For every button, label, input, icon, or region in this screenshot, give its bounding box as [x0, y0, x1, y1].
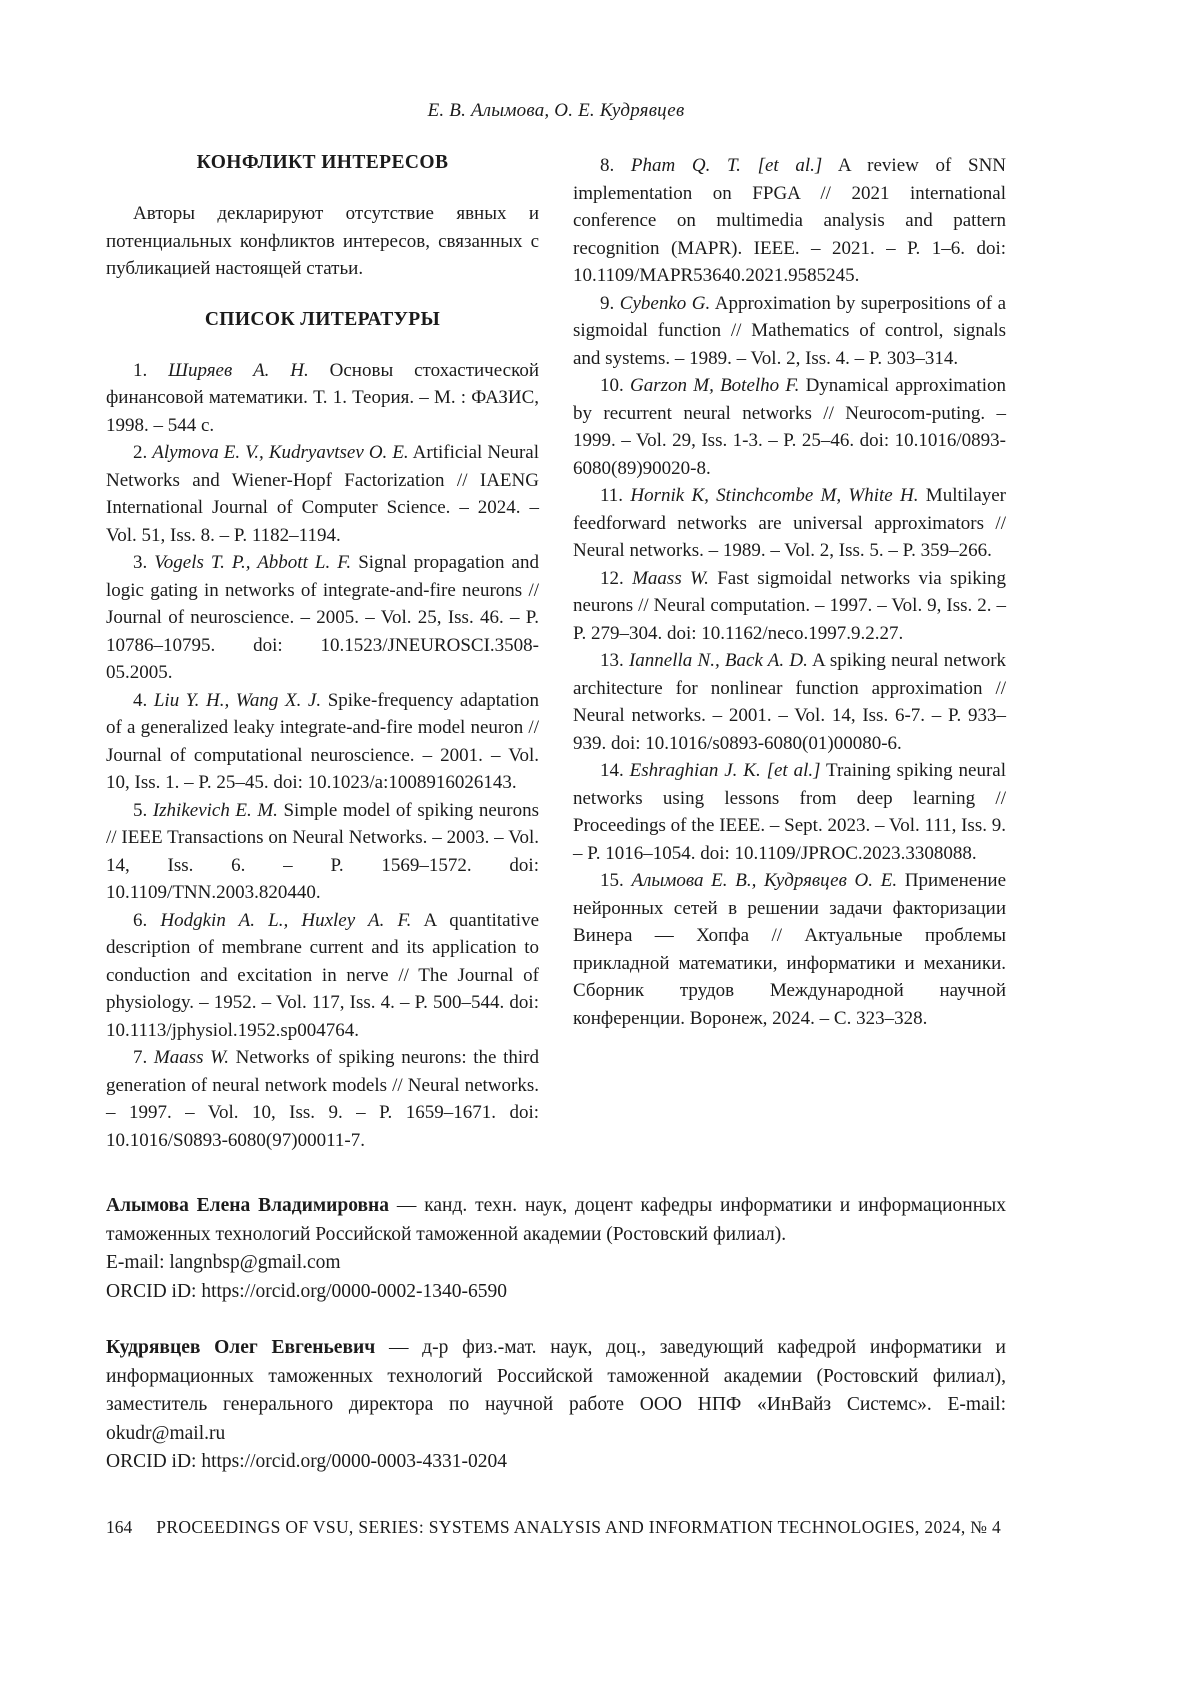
reference-authors: Maass W. — [632, 567, 709, 589]
reference-text: A review of SNN implementation on FPGA // 2021 international conference on multimedia analysis and pattern recognition (MAPR). IEEE. – 2021. – P. 1–6. doi: 10.1109/MAPR53640.2021.9585245. — [573, 155, 1007, 286]
reference-authors: Hornik K, Stinchcombe M, White H. — [630, 485, 919, 506]
footer — [106, 1517, 1006, 1538]
reference-text: Networks of spiking neurons: the third generation of neural network models // Neural networks. – 1997. – Vol. 10, Iss. 9. – P. 1659–1671. doi: 10.1016/S0893-6080(97)00011-7. — [106, 1047, 540, 1151]
reference-authors: Cybenko G. — [619, 292, 711, 314]
reference-authors: Ширяев А. Н. — [168, 359, 309, 381]
reference-text: Spike-frequency adaptation of a generalized leaky integrate-and-fire model neuron // Journal of computational neuroscience. – 2001. – Vol. 10, Iss. 1. – P. 25–45. doi: 10.1023/a:1008916026143. — [106, 689, 539, 793]
reference-text: Multilayer feedforward networks are universal approximators // Neural networks. – 1989. – Vol. 2, Iss. 5. – P. 359–266. — [573, 485, 1007, 561]
reference-text: Dynamical approximation by recurrent neural networks // Neurocom-puting. – 1999. – Vol. 29, Iss. 1-3. – P. 25–46. doi: 10.1016/0893-6080(89)90020-8. — [573, 375, 1007, 479]
reference-item — [106, 907, 539, 1045]
author-name: Кудрявцев Олег Евгеньевич — [106, 1337, 376, 1358]
reference-item — [106, 797, 539, 907]
page-header: Е. В. Алымова, О. Е. Кудрявцев — [427, 100, 685, 121]
reference-number: 8. — [600, 155, 631, 176]
reference-authors: Maass W. — [153, 1047, 229, 1068]
author-info-block — [106, 1192, 1006, 1306]
reference-text: Simple model of spiking neurons // IEEE Transactions on Neural Networks. – 2003. – Vol. 14, Iss. 6. – P. 1569–1572. doi: 10.1109/TNN.2003.820440. — [106, 799, 539, 903]
reference-number: 11. — [600, 485, 631, 506]
authors-info-section — [106, 1192, 1006, 1477]
two-column-layout — [106, 152, 1006, 1154]
reference-text: Training spiking neural networks using lessons from deep learning // Proceedings of the IEEE. – Sept. 2023. – Vol. 111, Iss. 9. – P. 1016–1054. doi: 10.1109/JPROC.2023.3308088. — [573, 760, 1006, 864]
reference-text: Artificial Neural Networks and Wiener-Hopf Factorization // IAENG International Journal of Computer Science. – 2024. – Vol. 51, Iss. 8. – P. 1182–1194. — [106, 442, 540, 546]
reference-number: 6. — [133, 909, 161, 931]
reference-number: 7. — [133, 1047, 154, 1068]
reference-text: Fast sigmoidal networks via spiking neurons // Neural computation. – 1997. – Vol. 9, Iss. 2. – P. 279–304. doi: 10.1162/neco.1997.9.2.27. — [573, 567, 1007, 644]
reference-authors: Izhikevich E. M. — [152, 799, 278, 821]
reference-authors: Vogels T. P., Abbott L. F. — [154, 552, 352, 573]
left-column — [106, 152, 539, 1154]
reference-text: A spiking neural network architecture for nonlinear function approximation // Neural networks. – 2001. – Vol. 14, Iss. 6-7. – P. 933–939. doi: 10.1016/s0893-6080(01)00080-6. — [573, 650, 1007, 754]
section-title-references: СПИСОК ЛИТЕРАТУРЫ — [204, 308, 441, 330]
author-details: — канд. техн. наук, доцент кафедры информатики и информационных таможенных технологий Российской таможенной академии (Ростовский филиал). — [106, 1195, 1006, 1245]
reference-text: Approximation by superpositions of a sigmoidal function // Mathematics of control, signals and systems. – 1989. – Vol. 2, Iss. 4. – P. 303–314. — [573, 292, 1006, 369]
reference-number: 9. — [600, 292, 620, 314]
reference-authors: Eshraghian J. K. [et al.] — [629, 760, 821, 781]
reference-item — [573, 482, 1006, 565]
reference-number: 2. — [133, 442, 153, 463]
author-orcid: ORCID iD: https://orcid.org/0000-0002-1340-6590 — [106, 1280, 507, 1302]
reference-text: Основы стохастической финансовой математики. Т. 1. Теория. – М. : ФАЗИС, 1998. – 544 с. — [106, 359, 540, 436]
reference-item — [573, 757, 1006, 867]
reference-item — [106, 357, 539, 440]
right-column — [573, 152, 1006, 1154]
reference-item — [573, 647, 1006, 757]
reference-text: A quantitative description of membrane current and its application to conduction and excitation in nerve // The Journal of physiology. – 1952. – Vol. 117, Iss. 4. – P. 500–544. doi: 10.1113/jphysiol.1952.sp004764. — [106, 909, 540, 1041]
reference-number: 15. — [600, 870, 632, 891]
reference-authors: Iannella N., Back A. D. — [628, 650, 808, 671]
reference-number: 14. — [600, 760, 630, 781]
reference-text: Signal propagation and logic gating in networks of integrate-and-fire neurons // Journal of neuroscience. – 2005. – Vol. 25, Iss. 46. – P. 10786–10795. doi: 10.1523/JNEUROSCI.3508-05.2005. — [106, 552, 539, 683]
reference-authors: Liu Y. H., Wang X. J. — [153, 689, 322, 711]
author-name: Алымова Елена Владимировна — [106, 1195, 390, 1216]
author-bio — [106, 1334, 1006, 1448]
section-title-conflict: КОНФЛИКТ ИНТЕРЕСОВ — [196, 152, 449, 173]
page-number: 164 — [106, 1516, 133, 1537]
author-info-block — [106, 1334, 1006, 1477]
reference-item — [106, 1044, 539, 1154]
reference-number: 12. — [600, 567, 633, 589]
reference-number: 3. — [133, 552, 155, 573]
reference-item — [106, 549, 539, 687]
author-orcid: ORCID iD: https://orcid.org/0000-0003-4331-0204 — [106, 1451, 507, 1472]
reference-authors: Алымова Е. В., Кудрявцев О. Е. — [631, 870, 898, 891]
reference-text: Применение нейронных сетей в решении задачи факторизации Винера — Хопфа // Актуальные проблемы прикладной математики, информатики и механики. Сборник трудов Международной научной конференции. Воронеж, 2024. – С. 323–328. — [573, 870, 1007, 1029]
reference-number: 13. — [600, 650, 629, 671]
author-email: E-mail: langnbsp@gmail.com — [106, 1252, 341, 1273]
reference-item — [573, 290, 1006, 373]
reference-item — [573, 565, 1006, 648]
reference-item — [106, 439, 539, 549]
reference-item — [106, 687, 539, 797]
reference-item — [573, 867, 1006, 1032]
journal-title: PROCEEDINGS OF VSU, SERIES: SYSTEMS ANALYSIS AND INFORMATION TECHNOLOGIES, 2024, № 4 — [156, 1516, 1002, 1537]
reference-number: 10. — [600, 375, 630, 396]
author-bio — [106, 1192, 1006, 1249]
author-details: — д-р физ.-мат. наук, доц., заведующий кафедрой информатики и информационных таможенных технологий Российской таможенной академии (Ростовский филиал), заместитель генерального директора по научной работе ООО НПФ «ИнВайз Системс». E-mail: okudr@mail.ru — [106, 1337, 1006, 1444]
reference-number: 4. — [133, 689, 154, 711]
reference-number: 1. — [133, 359, 169, 381]
reference-authors: Alymova E. V., Kudryavtsev O. E. — [152, 442, 409, 463]
reference-item — [573, 152, 1006, 290]
reference-item — [573, 372, 1006, 482]
reference-number: 5. — [133, 799, 153, 821]
reference-authors: Garzon M, Botelho F. — [630, 375, 800, 396]
reference-authors: Pham Q. T. [et al.] — [630, 155, 823, 176]
reference-authors: Hodgkin A. L., Huxley A. F. — [160, 909, 412, 931]
document-page — [106, 0, 1006, 1538]
conflict-paragraph: Авторы декларируют отсутствие явных и потенциальных конфликтов интересов, связанных с публикацией настоящей статьи. — [106, 203, 539, 279]
